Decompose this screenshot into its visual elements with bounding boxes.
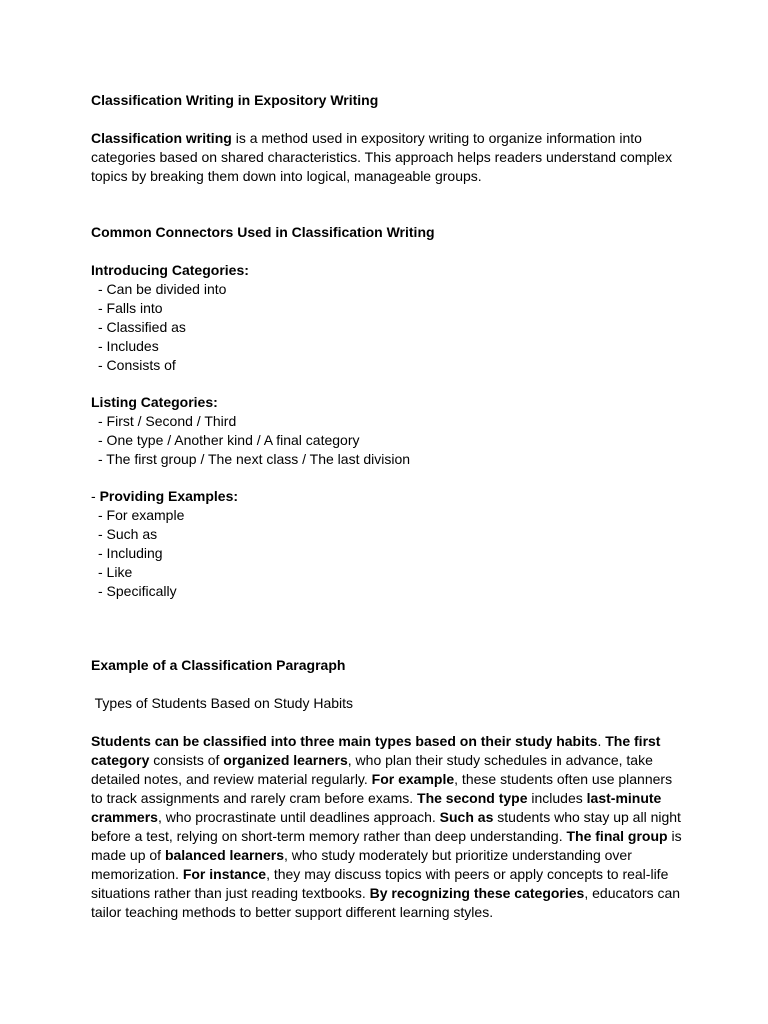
intro-line: topics by breaking them down into logical, manageable groups. xyxy=(91,168,482,184)
list-item: - Falls into xyxy=(98,300,163,316)
text-run: . xyxy=(597,733,606,749)
list-item: - Can be divided into xyxy=(98,281,227,297)
list-item: - Includes xyxy=(98,338,159,354)
text-run: detailed notes, and review material regularly. xyxy=(91,771,372,787)
text-run: memorization. xyxy=(91,866,183,882)
bold-phrase: By recognizing these categories xyxy=(369,885,585,901)
bold-phrase: balanced learners xyxy=(164,847,284,863)
list-item: - Consists of xyxy=(98,357,176,373)
bold-phrase: For example xyxy=(371,771,455,787)
examples-heading: Providing Examples: xyxy=(99,488,239,504)
list-item: - One type / Another kind / A final category xyxy=(98,432,360,448)
text-run: made up of xyxy=(91,847,165,863)
example-subtitle: Types of Students Based on Study Habits xyxy=(91,695,354,711)
text-run: situations rather than just reading textbooks. xyxy=(91,885,370,901)
bold-phrase: last-minute xyxy=(586,790,662,806)
text-run: before a test, relying on short-term memory rather than deep understanding. xyxy=(91,828,567,844)
text-run: tailor teaching methods to better support different learning styles. xyxy=(91,904,494,920)
introducing-heading: Introducing Categories: xyxy=(91,262,249,278)
bold-phrase: The final group xyxy=(566,828,668,844)
intro-term: Classification writing xyxy=(91,130,232,146)
bold-phrase: organized learners xyxy=(223,752,348,768)
text-run: students who stay up all night xyxy=(493,809,681,825)
text-run: , educators can xyxy=(584,885,681,901)
listing-heading: Listing Categories: xyxy=(91,394,218,410)
connectors-heading: Common Connectors Used in Classification Writing xyxy=(91,224,435,240)
text-run: , who plan their study schedules in advance, take xyxy=(347,752,653,768)
text-run: consists of xyxy=(149,752,224,768)
list-item: - For example xyxy=(98,507,185,523)
bold-phrase: category xyxy=(91,752,150,768)
text-run: includes xyxy=(527,790,587,806)
bold-phrase: The first xyxy=(605,733,661,749)
example-heading: Example of a Classification Paragraph xyxy=(91,657,346,673)
list-item: - Such as xyxy=(98,526,158,542)
bold-phrase: The second type xyxy=(417,790,528,806)
list-item: - Including xyxy=(98,545,163,561)
examples-heading-row xyxy=(91,487,238,506)
text-run: , these students often use planners xyxy=(454,771,673,787)
text-run: , who study moderately but prioritize understanding over xyxy=(284,847,632,863)
examples-prefix: - xyxy=(91,488,100,504)
example-paragraph xyxy=(91,732,691,922)
list-item: - The first group / The next class / The last division xyxy=(98,451,411,467)
list-item: - Specifically xyxy=(98,583,177,599)
bold-phrase: crammers xyxy=(91,809,158,825)
text-run: , they may discuss topics with peers or apply concepts to real-life xyxy=(266,866,669,882)
intro-line: categories based on shared characteristics. This approach helps readers understand complex xyxy=(91,149,673,165)
list-item: - Like xyxy=(98,564,133,580)
intro-line: is a method used in expository writing to organize information into xyxy=(231,130,642,146)
text-run: to track assignments and rarely cram before exams. xyxy=(91,790,418,806)
bold-phrase: Students can be classified into three main types based on their study habits xyxy=(91,733,598,749)
document-title: Classification Writing in Expository Writing xyxy=(91,92,379,108)
bold-phrase: Such as xyxy=(439,809,494,825)
text-run: is xyxy=(667,828,682,844)
bold-phrase: For instance xyxy=(182,866,267,882)
list-item: - Classified as xyxy=(98,319,186,335)
intro-paragraph xyxy=(91,129,691,186)
list-item: - First / Second / Third xyxy=(98,413,237,429)
text-run: , who procrastinate until deadlines approach. xyxy=(157,809,440,825)
